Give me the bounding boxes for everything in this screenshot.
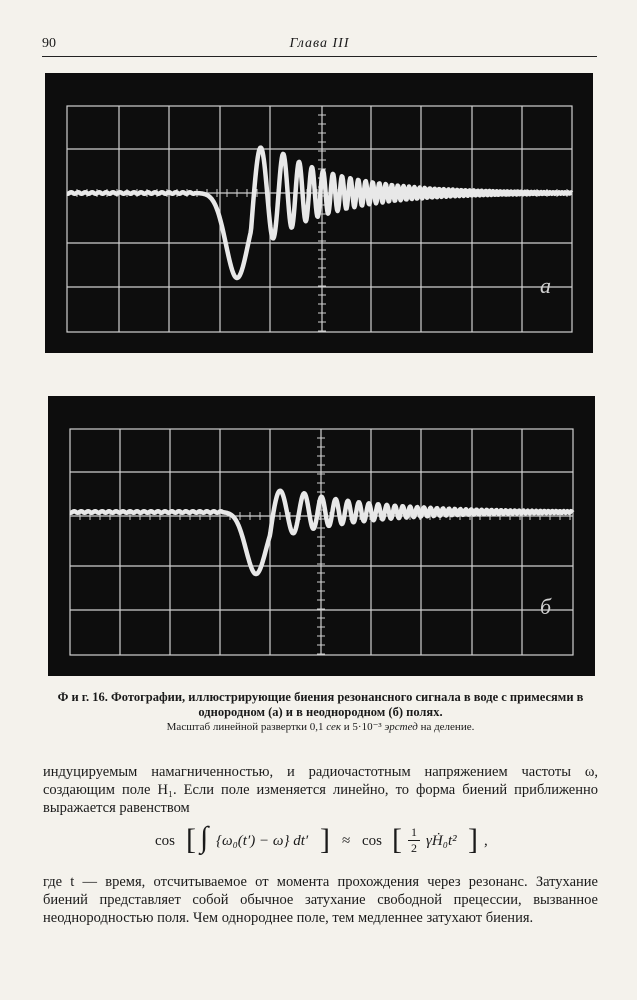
formula-frac-den: 2 xyxy=(411,841,417,855)
scale-middle: и 5·10⁻³ xyxy=(343,721,382,733)
beat-formula xyxy=(150,821,490,865)
panel-a-label: а xyxy=(540,273,551,298)
caption-text: Фотографии, иллюстрирующие биения резонансного сигнала в воде с примесями в однородном (а) и в неоднородном (б) полях. xyxy=(111,690,584,719)
formula-cos-left: cos xyxy=(155,833,175,849)
formula-frac-num: 1 xyxy=(408,825,420,841)
formula-approx: ≈ xyxy=(342,833,351,849)
formula-bracket-open-left: [ xyxy=(186,823,196,856)
formula-bracket-open-right: [ xyxy=(392,823,402,856)
grid-a-frame xyxy=(67,106,572,332)
formula-integral-sign: ∫ xyxy=(200,821,209,854)
page-number: 90 xyxy=(42,36,56,51)
panel-b-label: б xyxy=(540,594,552,619)
oscillogram-b xyxy=(48,396,595,676)
caption-scale xyxy=(48,720,593,733)
scale-suffix: на деление. xyxy=(420,721,475,733)
caption-lead: Ф и г. 16. xyxy=(57,690,108,704)
page-header xyxy=(42,36,597,57)
scale-unit-oersted: эрстед xyxy=(384,721,418,733)
grid-a xyxy=(67,106,572,332)
oscillogram-b-svg xyxy=(48,396,595,676)
paragraph-1: индуцируемым намагниченностью, и радиочастотным напряжением частоты ω, создающим поле H₁. Если поле изменяется линейно, то форма биений приближенно выражается равенством xyxy=(43,764,598,816)
paragraph-2: где t — время, отсчитываемое от момента прохождения через резонанс. Затухание биений представляет собой обычное затухание свободной прецессии, вызванное неоднородностью поля. Чем однороднее поле, тем медленнее затухают биения. xyxy=(43,874,598,926)
figure-caption xyxy=(48,690,593,720)
signal-trace-a xyxy=(67,148,572,278)
grid-b xyxy=(70,429,573,655)
formula-bracket-close-left: ] xyxy=(320,823,330,856)
formula-bracket-close-right: ] xyxy=(468,823,478,856)
scale-unit-seconds: сек xyxy=(326,721,342,733)
formula-cos-right: cos xyxy=(362,833,382,849)
running-title: Глава III xyxy=(289,36,350,51)
oscillogram-a-svg xyxy=(45,73,593,353)
oscillogram-a xyxy=(45,73,593,353)
formula-trailing-comma: , xyxy=(484,833,488,849)
scale-prefix: Масштаб линейной развертки 0,1 xyxy=(166,721,324,733)
axis-ticks-b xyxy=(70,429,570,654)
formula-integrand: {ω₀(t′) − ω} dt′ xyxy=(216,833,309,849)
formula-rhs-term: γḢ₀t² xyxy=(426,833,457,849)
